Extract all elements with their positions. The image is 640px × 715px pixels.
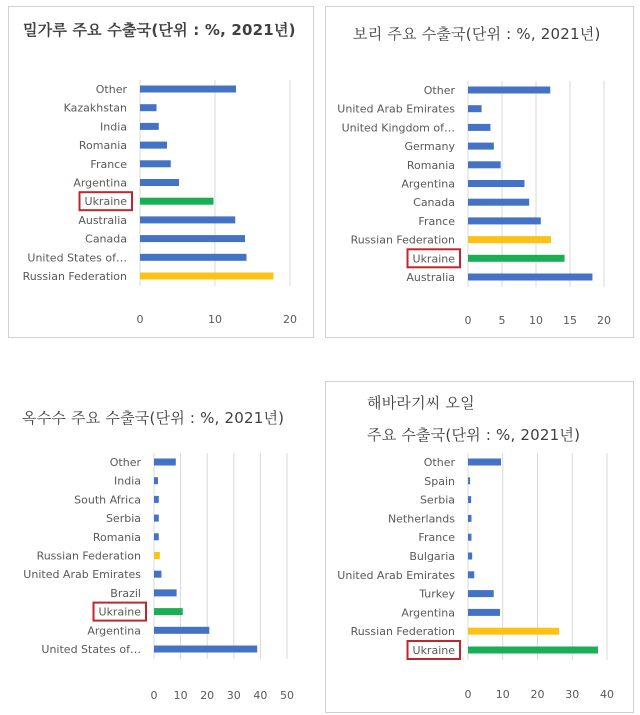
bar-argentina [140, 179, 179, 186]
x-tick-label: 40 [253, 689, 268, 702]
bar-united-states-of [140, 254, 247, 261]
bar-canada [468, 199, 529, 206]
x-tick-label: 0 [150, 689, 158, 702]
bar-chart-corn [8, 381, 314, 711]
category-label-ukraine: Ukraine [84, 195, 127, 209]
bar-romania [468, 161, 501, 168]
x-tick-label: 30 [226, 689, 241, 702]
bar-france [468, 534, 471, 541]
x-tick-label: 10 [208, 313, 222, 326]
category-label-other: Other [109, 456, 141, 469]
x-tick-label: 20 [283, 313, 297, 326]
bar-turkey [468, 590, 494, 597]
x-tick-label: 40 [600, 688, 614, 701]
bar-netherlands [468, 515, 471, 522]
bar-united-arab-emirates [468, 105, 482, 112]
category-label-spain: Spain [424, 474, 455, 488]
x-tick-label: 30 [565, 688, 580, 701]
bar-argentina [468, 609, 500, 616]
category-label-ukraine: Ukraine [98, 605, 141, 619]
category-label-serbia: Serbia [419, 493, 455, 507]
category-label-australia: Australia [78, 213, 127, 227]
category-label-canada: Canada [85, 232, 127, 246]
bar-other [468, 459, 501, 466]
chart-panel-barley [325, 6, 634, 338]
category-label-united-arab-emirates: United Arab Emirates [337, 568, 455, 582]
x-tick-label: 50 [280, 689, 294, 702]
category-label-other: Other [423, 456, 455, 469]
bar-australia [468, 274, 592, 281]
bar-russian-federation [140, 273, 274, 280]
category-label-united-arab-emirates: United Arab Emirates [337, 102, 455, 116]
bar-ukraine [468, 255, 565, 262]
category-label-india: India [114, 474, 141, 488]
category-label-france: France [418, 214, 455, 228]
chart-title-wheat: 밀가루 주요 수출국(단위 : %, 2021년) [23, 21, 296, 39]
category-label-turkey: Turkey [419, 587, 455, 601]
category-label-united-states-of: United States of… [41, 643, 141, 656]
category-label-netherlands: Netherlands [387, 512, 455, 526]
bar-kazakhstan [140, 104, 157, 111]
chart-title-sunflower-oil-line1: 해바라기씨 오일 [367, 394, 475, 412]
category-label-france: France [90, 157, 127, 171]
bar-united-arab-emirates [154, 571, 161, 578]
category-label-russian-federation: Russian Federation [22, 270, 127, 283]
category-label-serbia: Serbia [105, 512, 141, 526]
category-label-other: Other [95, 83, 127, 96]
category-label-india: India [100, 120, 127, 134]
category-label-france: France [418, 531, 455, 545]
chart-title-barley: 보리 주요 수출국(단위 : %, 2021년) [353, 25, 601, 43]
bar-argentina [468, 180, 524, 187]
x-tick-label: 20 [200, 689, 215, 702]
category-label-south-africa: South Africa [74, 493, 141, 507]
bar-ukraine [140, 198, 214, 205]
bar-united-arab-emirates [468, 571, 474, 578]
category-label-brazil: Brazil [110, 586, 141, 600]
chart-panel-sunflower-oil [325, 381, 634, 713]
bar-spain [468, 477, 470, 484]
category-label-united-arab-emirates: United Arab Emirates [23, 568, 141, 582]
bar-chart-wheat [9, 7, 315, 339]
bar-united-states-of [154, 646, 257, 653]
category-label-bulgaria: Bulgaria [409, 550, 455, 563]
x-tick-label: 10 [495, 688, 510, 701]
category-label-canada: Canada [413, 196, 455, 210]
category-label-ukraine: Ukraine [412, 252, 455, 266]
x-tick-label: 0 [464, 314, 472, 327]
bar-germany [468, 143, 494, 150]
bar-ukraine [154, 608, 183, 615]
bar-australia [140, 216, 235, 223]
x-tick-label: 5 [498, 314, 506, 327]
category-label-ukraine: Ukraine [412, 644, 455, 657]
bar-india [154, 477, 158, 484]
category-label-romania: Romania [406, 158, 455, 172]
category-label-romania: Romania [92, 530, 141, 544]
chart-title-corn: 옥수수 주요 수출국(단위 : %, 2021년) [22, 409, 285, 427]
chart-panel-wheat [8, 6, 314, 338]
bar-serbia [468, 496, 471, 503]
category-label-argentina: Argentina [73, 176, 127, 190]
bar-serbia [154, 515, 159, 522]
bar-united-kingdom-of [468, 124, 490, 131]
bar-bulgaria [468, 553, 472, 560]
bar-chart-sunflower-oil [326, 382, 635, 714]
bar-canada [140, 235, 245, 242]
bar-other [154, 459, 176, 466]
category-label-argentina: Argentina [401, 606, 455, 620]
bar-russian-federation [468, 628, 559, 635]
category-label-australia: Australia [406, 271, 455, 284]
bar-romania [140, 142, 167, 149]
x-tick-label: 0 [464, 688, 472, 701]
x-tick-label: 20 [530, 688, 545, 701]
chart-panel-corn [8, 381, 314, 711]
chart-title-sunflower-oil-line2: 주요 수출국(단위 : %, 2021년) [367, 426, 581, 444]
bar-other [140, 86, 236, 93]
bar-france [468, 217, 541, 224]
x-tick-label: 10 [529, 314, 543, 327]
x-tick-label: 20 [597, 314, 611, 327]
bar-india [140, 123, 159, 130]
bar-other [468, 87, 550, 94]
bar-russian-federation [154, 552, 160, 559]
x-tick-label: 10 [173, 689, 188, 702]
category-label-germany: Germany [404, 140, 455, 154]
bar-chart-barley [326, 7, 635, 339]
category-label-romania: Romania [78, 139, 127, 153]
category-label-argentina: Argentina [87, 624, 141, 638]
category-label-russian-federation: Russian Federation [350, 233, 455, 247]
category-label-united-kingdom-of: United Kingdom of… [341, 121, 455, 135]
bar-ukraine [468, 647, 598, 654]
category-label-other: Other [423, 84, 455, 97]
bar-south-africa [154, 496, 159, 503]
category-label-russian-federation: Russian Federation [350, 625, 455, 639]
x-tick-label: 15 [563, 314, 577, 327]
bar-brazil [154, 589, 177, 596]
category-label-russian-federation: Russian Federation [36, 549, 141, 563]
category-label-argentina: Argentina [401, 177, 455, 191]
category-label-united-states-of: United States of… [27, 251, 127, 265]
category-label-kazakhstan: Kazakhstan [63, 101, 127, 115]
x-tick-label: 0 [136, 313, 144, 326]
bar-france [140, 160, 171, 167]
bar-argentina [154, 627, 209, 634]
bar-romania [154, 533, 159, 540]
bar-russian-federation [468, 236, 551, 243]
